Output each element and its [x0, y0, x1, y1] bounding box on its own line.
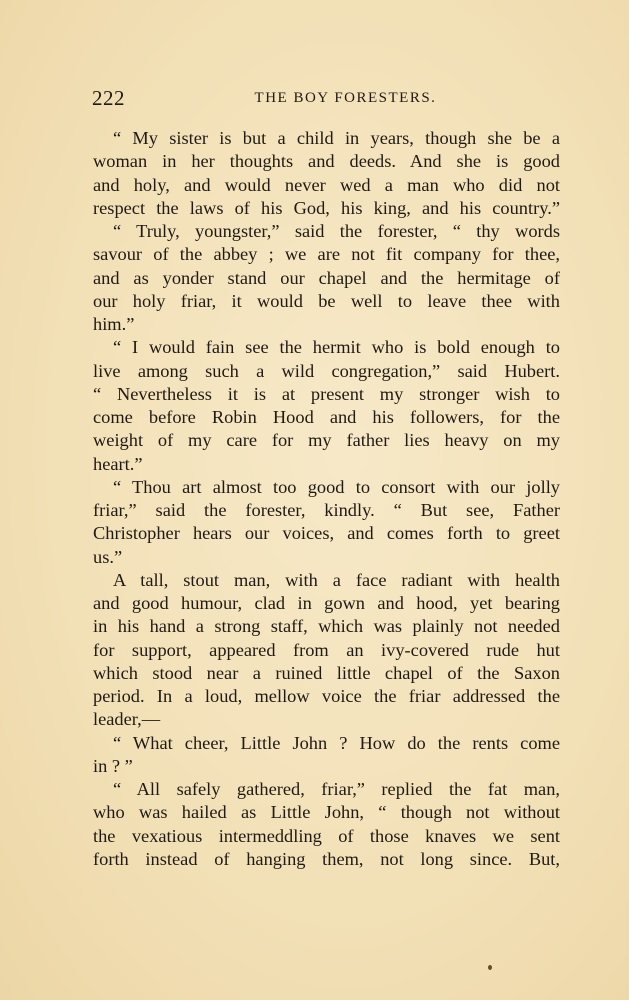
text-line: forth instead of hanging them, not long since. But, [93, 848, 560, 869]
text-line: and as yonder stand our chapel and the hermitage of [93, 267, 560, 288]
text-line: “ What cheer, Little John ? How do the rents come [113, 732, 560, 753]
text-line: who was hailed as Little John, “ though not without [93, 802, 560, 823]
text-line: and holy, and would never wed a man who did not [93, 174, 560, 195]
text-line: “ Nevertheless it is at present my stronger wish to [93, 383, 560, 404]
text-line: “ My sister is but a child in years, though she be a [113, 128, 560, 148]
text-line: “ I would fain see the hermit who is bold enough to [113, 337, 560, 358]
text-line: “ All safely gathered, friar,” replied the fat man, [113, 779, 560, 799]
text-line: come before Robin Hood and his followers, for the [93, 407, 560, 427]
text-line: “ Thou art almost too good to consort with our jolly [113, 476, 560, 497]
page-number: 222 [92, 86, 125, 110]
running-head [92, 86, 559, 116]
text-line: A tall, stout man, with a face radiant with health [113, 569, 560, 590]
paper-speck [488, 965, 492, 970]
text-line: the vexatious intermeddling of those knaves we sent [93, 825, 560, 846]
text-line: in his hand a strong staff, which was plainly not needed [93, 616, 560, 637]
text-line: friar,” said the forester, kindly. “ But see, Father [93, 500, 560, 520]
text-line: and good humour, clad in gown and hood, yet bearing [93, 593, 560, 613]
text-line: for support, appeared from an ivy-covered rude hut [93, 639, 560, 660]
text-line: period. In a loud, mellow voice the friar addressed the [93, 686, 560, 706]
text-line: us.” [93, 546, 123, 567]
text-line: which stood near a ruined little chapel of the Saxon [93, 662, 560, 683]
text-line: “ Truly, youngster,” said the forester, “ thy words [113, 221, 560, 241]
body-text [93, 127, 560, 871]
text-line: Christopher hears our voices, and comes forth to greet [93, 523, 560, 544]
text-line: in ? ” [93, 755, 133, 776]
text-line: savour of the abbey ; we are not fit company for thee, [93, 244, 560, 265]
text-line: heart.” [93, 453, 143, 474]
text-line: weight of my care for my father lies heavy on my [93, 430, 560, 451]
text-line: live among such a wild congregation,” said Hubert. [93, 360, 560, 381]
text-line: him.” [93, 314, 135, 334]
text-line: woman in her thoughts and deeds. And she is good [93, 151, 560, 172]
text-line: leader,— [93, 709, 161, 730]
text-line: respect the laws of his God, his king, and his country.” [93, 197, 560, 218]
text-line: our holy friar, it would be well to leave thee with [93, 290, 560, 311]
running-title: THE BOY FORESTERS. [254, 90, 437, 106]
